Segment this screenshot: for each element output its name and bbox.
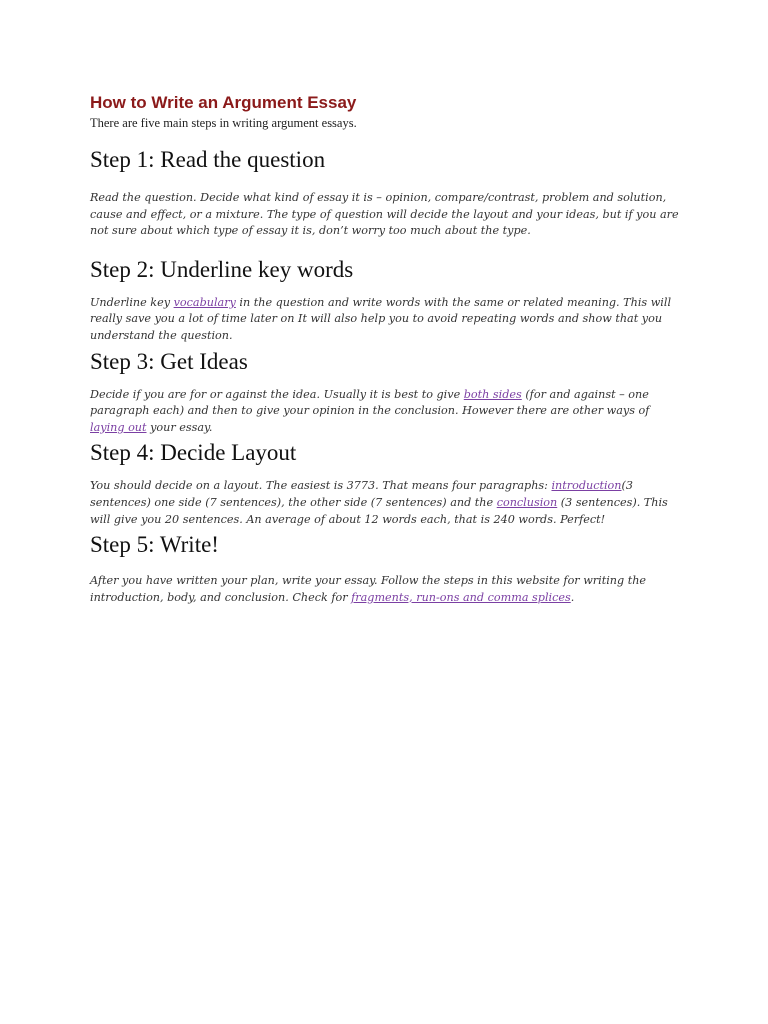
step-3-heading: Step 3: Get Ideas (90, 348, 248, 374)
step-1-heading: Step 1: Read the question (90, 147, 326, 172)
step-5-text-a: After you have written your plan, write your essay. Follow the steps in this website for writing the introduction, body, and conclusion. Check for (90, 574, 647, 604)
step-2-text-b: in the question and write words with the same or related meaning. This will really save you a lot of time later on It will also help you to avoid repeating words and show that you understand the question. (90, 295, 672, 342)
step-2-body (90, 295, 680, 345)
step-3-section (90, 347, 690, 437)
step-5-section (90, 530, 690, 606)
step-4-text-b: (3 sentences) one side (7 sentences), the other side (7 sentences) and the (90, 479, 633, 509)
laying-out-link[interactable]: laying out (90, 420, 147, 434)
step-5-body (90, 573, 650, 606)
step-2-section (90, 255, 690, 345)
step-1-section (90, 145, 690, 240)
step-2-text-a: Underline key (90, 295, 174, 309)
step-5-heading: Step 5: Write! (90, 532, 219, 558)
step-3-body (90, 387, 685, 437)
step-2-heading: Step 2: Underline key words (90, 256, 354, 282)
introduction-link[interactable]: introduction (551, 479, 622, 493)
step-3-text-b: (for and against – one paragraph each) and then to give your opinion in the conclusion. However there are other ways of (90, 387, 650, 418)
step-4-text-c: (3 sentences). This will give you 20 sentences. An average of about 12 words each, that is 240 words. Perfect! (90, 495, 668, 526)
fragments-run-ons-link[interactable]: fragments, run-ons and comma splices (351, 590, 571, 604)
step-1-body (90, 190, 680, 240)
document-page (90, 92, 690, 606)
step-4-text-a: You should decide on a layout. The easiest is 3773. That means four paragraphs: (90, 479, 552, 493)
intro-text: There are five main steps in writing argument essays. (90, 116, 357, 130)
step-4-section (90, 438, 690, 528)
step-4-heading: Step 4: Decide Layout (90, 440, 297, 466)
step-4-body (90, 478, 670, 528)
conclusion-link[interactable]: conclusion (496, 495, 558, 509)
step-3-text-a: Decide if you are for or against the idea. Usually it is best to give (90, 387, 464, 401)
document-title: How to Write an Argument Essay (90, 93, 357, 112)
vocabulary-link[interactable]: vocabulary (173, 295, 236, 309)
step-1-text: Read the question. Decide what kind of essay it is – opinion, compare/contrast, problem and solution, cause and effect, or a mixture. The type of question will decide the layout and your ideas, but if you are not sure about which type of essay it is, don’t worry too much about the type. (90, 191, 679, 238)
step-5-text-b: . (570, 590, 575, 604)
step-3-text-c: your essay. (146, 420, 213, 434)
both-sides-link[interactable]: both sides (463, 387, 522, 401)
